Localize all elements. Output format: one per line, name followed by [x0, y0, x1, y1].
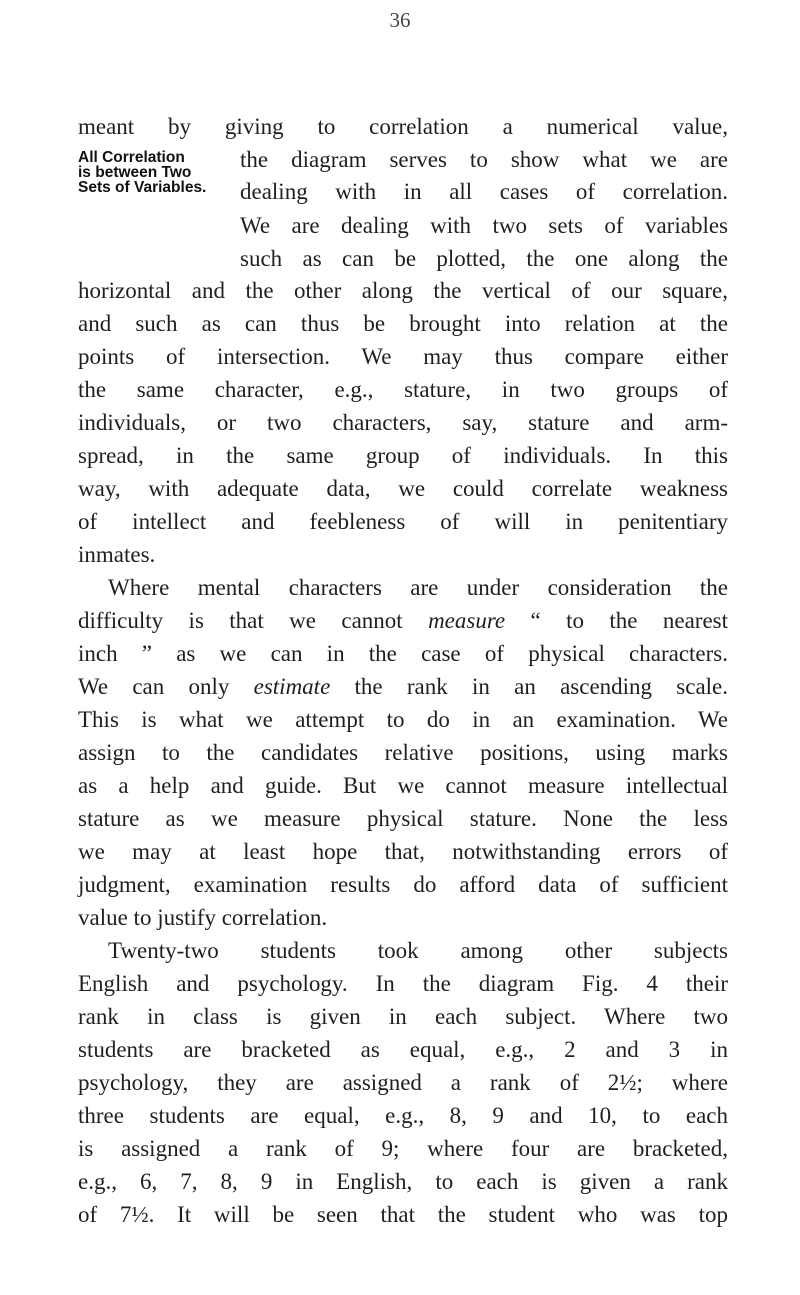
- text-line: Where mental characters are under consideration the: [108, 575, 728, 600]
- text-line: way, with adequate data, we could correlate weakness: [78, 476, 728, 501]
- text-line: dealing with in all cases of correlation.: [240, 179, 728, 204]
- italic-word: estimate: [253, 674, 331, 699]
- text-line: e.g., 6, 7, 8, 9 in English, to each is given a rank: [78, 1169, 728, 1194]
- text-line: value to justify correlation.: [78, 905, 328, 930]
- margin-note-line: Sets of Variables.: [78, 179, 207, 196]
- text-line: English and psychology. In the diagram Fig. 4 their: [78, 971, 728, 996]
- text-line: points of intersection. We may thus compare either: [78, 344, 728, 369]
- text-line: stature as we measure physical stature. None the less: [78, 806, 728, 831]
- text-span: the rank in an ascending scale.: [354, 674, 729, 699]
- text-line: students are bracketed as equal, e.g., 2 and 3 in: [78, 1037, 728, 1062]
- text-line: we may at least hope that, notwithstanding errors of: [78, 839, 728, 864]
- text-span: “ to the nearest: [530, 608, 729, 633]
- text-span: We can only: [78, 674, 230, 699]
- text-line: of intellect and feebleness of will in penitentiary: [78, 509, 728, 534]
- margin-note-line: All Correlation: [78, 149, 185, 166]
- text-line: [78, 606, 728, 636]
- text-line: and such as can thus be brought into relation at the: [78, 311, 728, 336]
- text-line: of 7½. It will be seen that the student who was top: [78, 1202, 728, 1227]
- text-line: rank in class is given in each subject. Where two: [78, 1004, 728, 1029]
- text-line: individuals, or two characters, say, stature and arm-: [78, 410, 728, 435]
- text-line: Twenty-two students took among other subjects: [108, 938, 728, 963]
- text-line: inmates.: [78, 542, 156, 567]
- text-line: the diagram serves to show what we are: [240, 147, 728, 172]
- text-line: [78, 672, 728, 702]
- text-line: judgment, examination results do afford data of sufficient: [78, 872, 728, 897]
- text-line: the same character, e.g., stature, in two groups of: [78, 377, 728, 402]
- text-line: such as can be plotted, the one along the: [240, 246, 728, 271]
- margin-note: [78, 150, 238, 195]
- text-line: meant by giving to correlation a numerical value,: [78, 114, 728, 139]
- margin-note-line: is between Two: [78, 164, 192, 181]
- text-span: difficulty is that we cannot: [78, 608, 403, 633]
- text-line: inch ” as we can in the case of physical characters.: [78, 641, 728, 666]
- text-line: This is what we attempt to do in an examination. We: [78, 707, 728, 732]
- italic-word: measure: [428, 608, 506, 633]
- text-line: as a help and guide. But we cannot measure intellectual: [78, 773, 728, 798]
- text-line: spread, in the same group of individuals. In this: [78, 443, 728, 468]
- text-line: horizontal and the other along the vertical of our square,: [78, 278, 728, 303]
- text-line: psychology, they are assigned a rank of 2½; where: [78, 1070, 728, 1095]
- page-number: 36: [389, 8, 411, 32]
- text-line: is assigned a rank of 9; where four are bracketed,: [78, 1136, 728, 1161]
- text-line: assign to the candidates relative positions, using marks: [78, 740, 728, 765]
- text-line: three students are equal, e.g., 8, 9 and 10, to each: [78, 1103, 728, 1128]
- text-line: We are dealing with two sets of variables: [240, 213, 728, 238]
